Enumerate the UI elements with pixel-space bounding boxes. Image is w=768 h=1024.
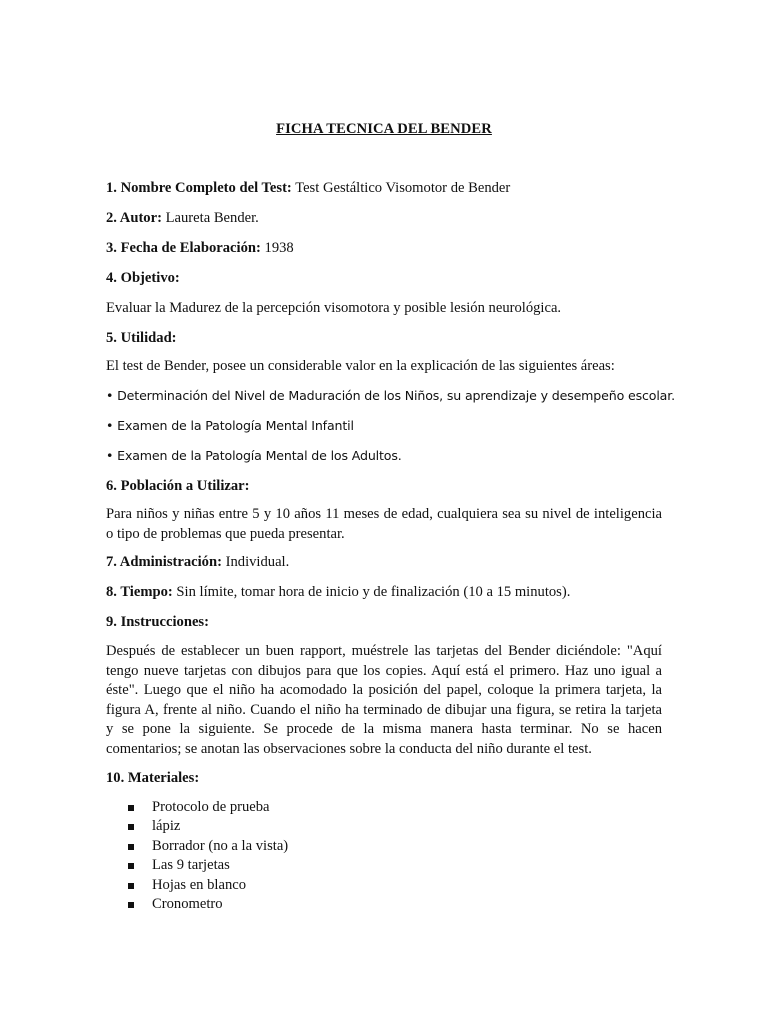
instructions-line: figura A, frente al niño. Cuando el niño ha terminado de dibujar una figura, se retira la tarjeta bbox=[106, 701, 662, 718]
utility-bullet: • Examen de la Patología Mental de los Adultos. bbox=[106, 448, 402, 463]
materials-item-label: lápiz bbox=[152, 818, 181, 835]
population-text bbox=[106, 505, 662, 544]
population-line: Para niños y niñas entre 5 y 10 años 11 meses de edad, cualquiera sea su nivel de inteligencia bbox=[106, 506, 662, 522]
administration-value: Individual. bbox=[225, 554, 290, 570]
materials-item bbox=[128, 798, 288, 817]
date-label: 3. Fecha de Elaboración: bbox=[106, 240, 261, 256]
administration-label: 7. Administración: bbox=[106, 554, 222, 570]
population-line: o tipo de problemas que pueda presentar. bbox=[106, 525, 345, 542]
square-bullet-icon bbox=[128, 863, 134, 869]
author-label: 2. Autor: bbox=[106, 210, 162, 226]
population-heading: 6. Población a Utilizar: bbox=[106, 478, 250, 494]
instructions-line: Después de establecer un buen rapport, muéstrele las tarjetas del Bender diciéndole: "Aquí bbox=[106, 643, 662, 659]
materials-item-label: Las 9 tarjetas bbox=[152, 857, 230, 874]
section-date bbox=[106, 239, 294, 257]
section-test-name bbox=[106, 179, 510, 197]
square-bullet-icon bbox=[128, 902, 134, 908]
square-bullet-icon bbox=[128, 883, 134, 889]
square-bullet-icon bbox=[128, 844, 134, 850]
section-time bbox=[106, 583, 570, 601]
square-bullet-icon bbox=[128, 824, 134, 830]
materials-item-label: Borrador (no a la vista) bbox=[152, 837, 289, 854]
date-value: 1938 bbox=[264, 240, 294, 256]
materials-list bbox=[128, 798, 288, 914]
utility-intro: El test de Bender, posee un considerable valor en la explicación de las siguientes áreas: bbox=[106, 358, 615, 374]
instructions-line: éste". Luego que el niño ha acomodado la posición del papel, coloque la primera tarjeta, la bbox=[106, 682, 662, 698]
materials-item bbox=[128, 817, 288, 836]
instructions-line: comentarios; se anotan las observaciones sobre la conducta del niño durante el test. bbox=[106, 740, 592, 757]
materials-item bbox=[128, 876, 288, 895]
materials-item bbox=[128, 856, 288, 875]
test-name-label: 1. Nombre Completo del Test: bbox=[106, 180, 292, 196]
objective-heading: 4. Objetivo: bbox=[106, 270, 180, 286]
materials-item-label: Protocolo de prueba bbox=[152, 799, 270, 815]
materials-item-label: Hojas en blanco bbox=[152, 876, 247, 893]
square-bullet-icon bbox=[128, 805, 134, 811]
utility-bullet: • Determinación del Nivel de Maduración de los Niños, su aprendizaje y desempeño escolar. bbox=[106, 388, 675, 403]
document-title: FICHA TECNICA DEL BENDER bbox=[276, 121, 492, 137]
materials-heading: 10. Materiales: bbox=[106, 770, 200, 786]
section-administration bbox=[106, 553, 289, 571]
utility-heading: 5. Utilidad: bbox=[106, 330, 177, 346]
instructions-line: tengo nueve tarjetas con dibujos para que los copies. Aquí está el primero. Haz uno igual a bbox=[106, 662, 662, 679]
document-page bbox=[106, 0, 675, 1024]
time-label: 8. Tiempo: bbox=[106, 584, 173, 600]
time-value: Sin límite, tomar hora de inicio y de finalización (10 a 15 minutos). bbox=[176, 584, 571, 600]
author-value: Laureta Bender. bbox=[165, 210, 259, 226]
instructions-line: y se pone la siguiente. Se procede de la misma manera hasta terminar. No se hacen bbox=[106, 721, 662, 737]
instructions-text bbox=[106, 642, 662, 759]
materials-item bbox=[128, 837, 288, 856]
test-name-value: Test Gestáltico Visomotor de Bender bbox=[295, 180, 511, 196]
section-author bbox=[106, 209, 259, 227]
instructions-heading: 9. Instrucciones: bbox=[106, 614, 209, 630]
utility-bullet: • Examen de la Patología Mental Infantil bbox=[106, 418, 354, 433]
materials-item-label: Cronometro bbox=[152, 895, 223, 912]
objective-text: Evaluar la Madurez de la percepción visomotora y posible lesión neurológica. bbox=[106, 300, 562, 316]
materials-item bbox=[128, 895, 288, 914]
